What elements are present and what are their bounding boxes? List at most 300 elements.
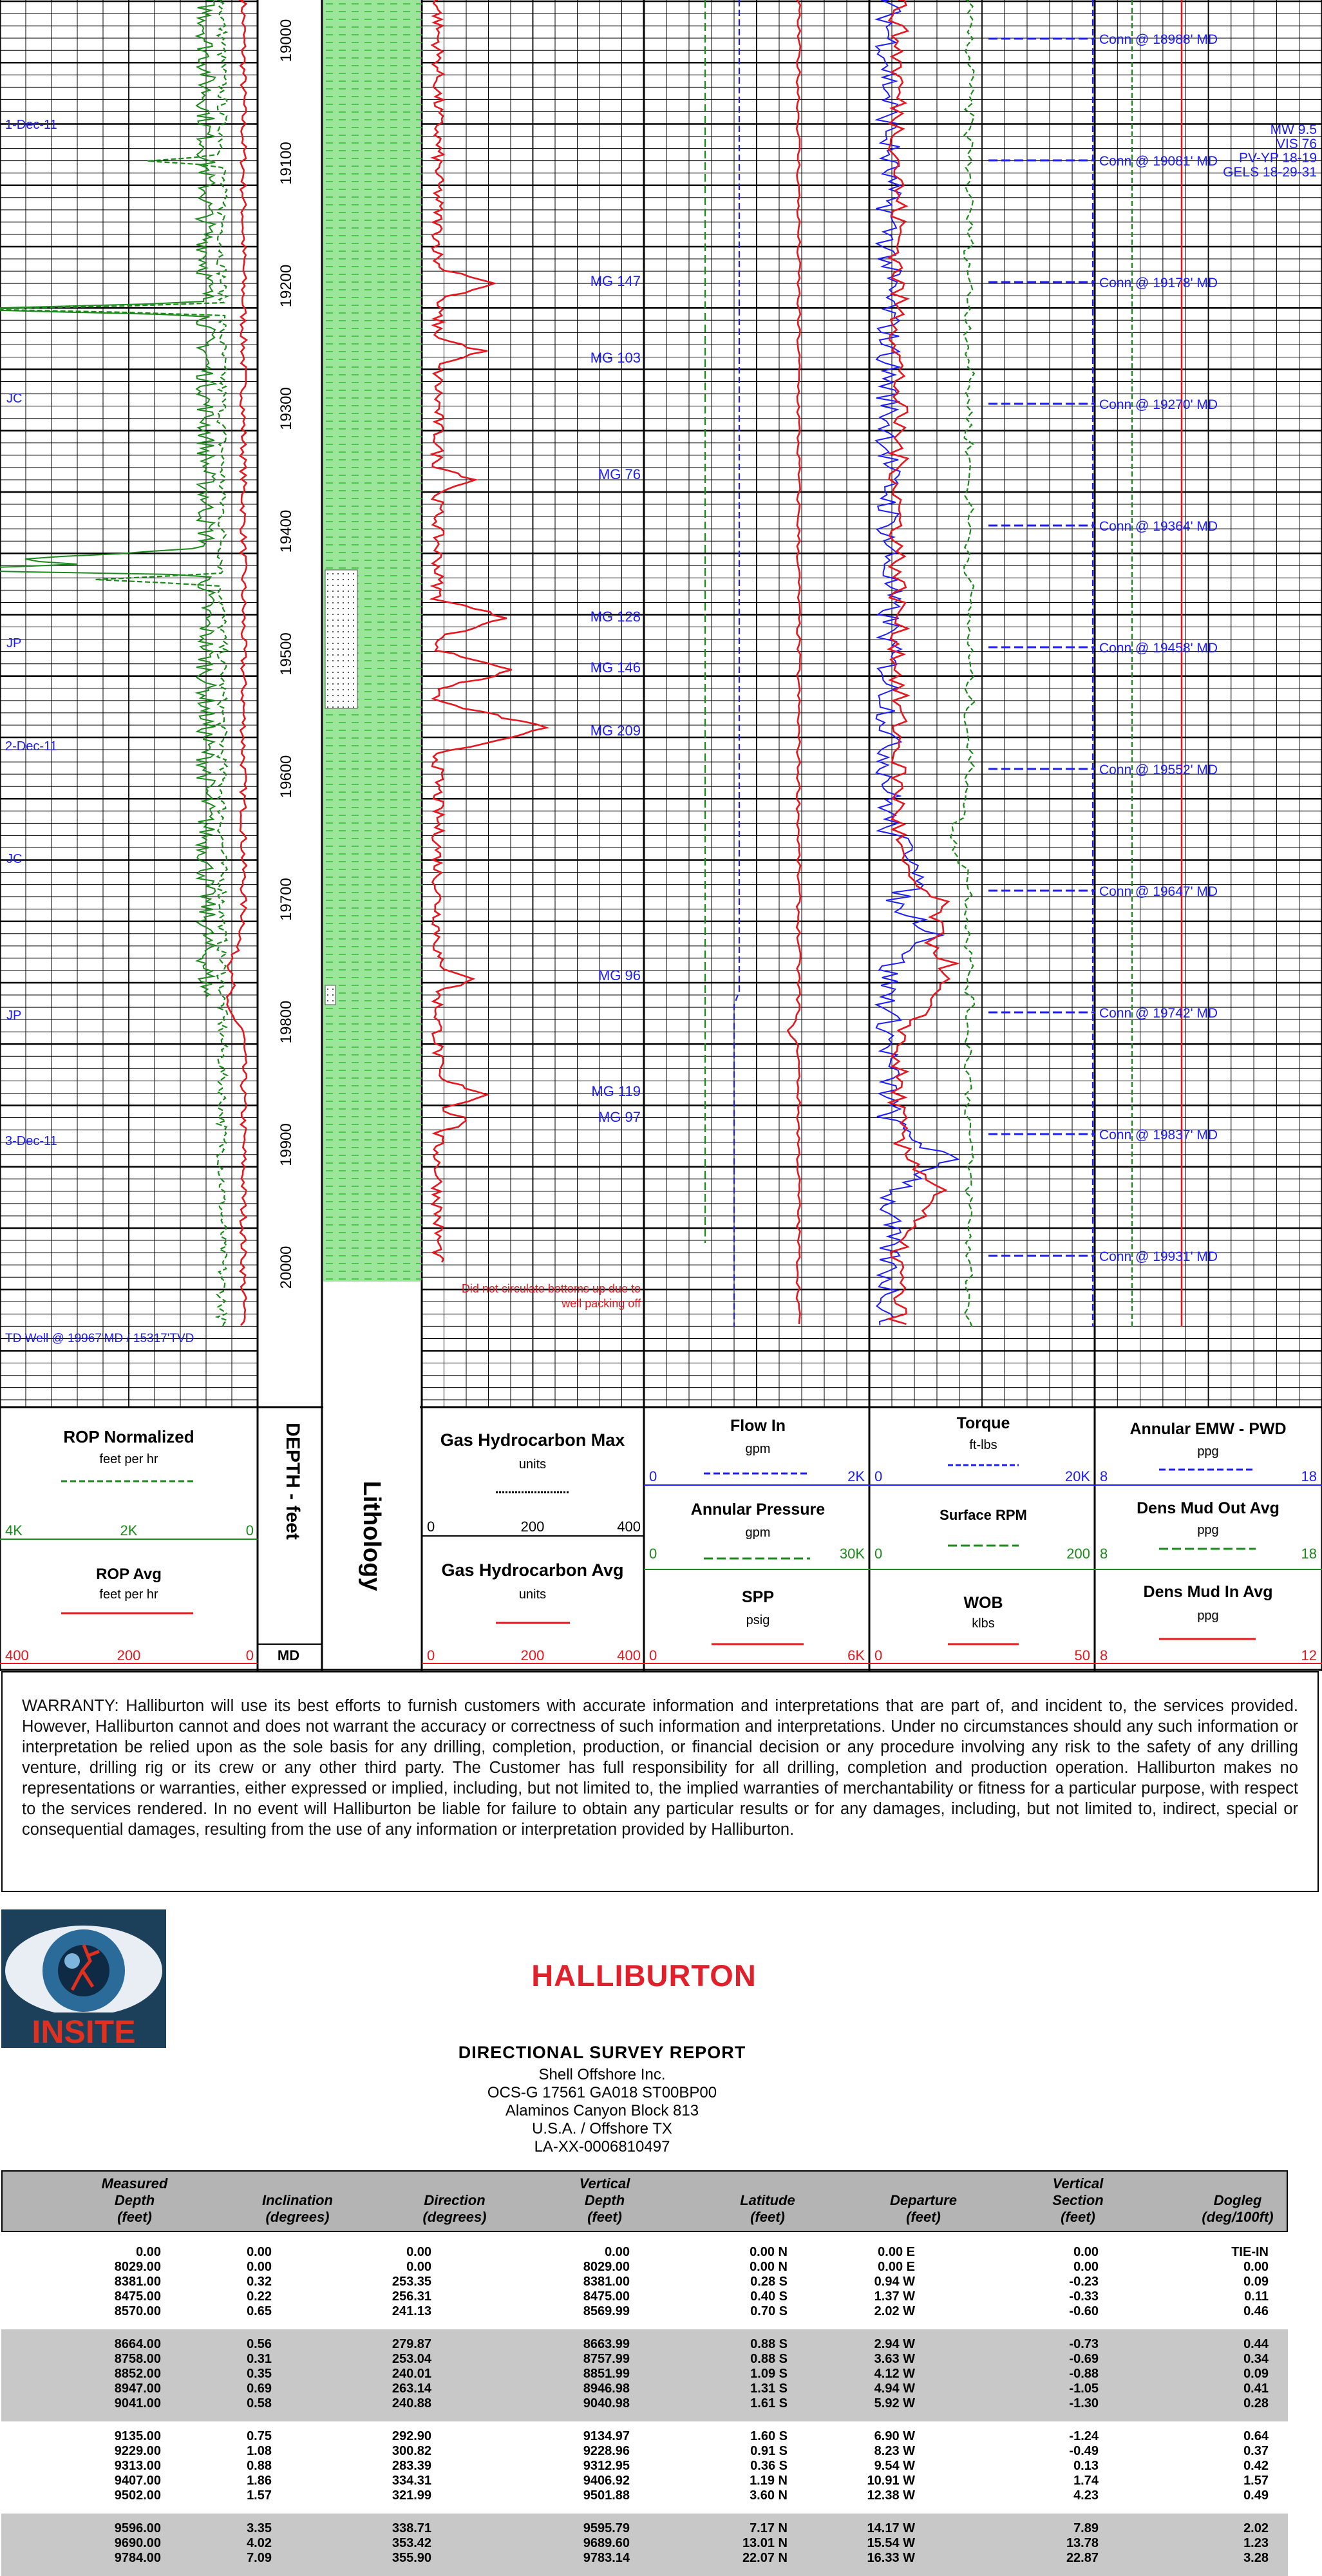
survey-row-group — [1, 2329, 1288, 2421]
sand-dot — [353, 660, 354, 661]
table-cell: 0.13 — [1073, 2459, 1099, 2473]
table-cell: 9690.00 — [114, 2536, 161, 2550]
mud-property: MW 9.5 — [1270, 122, 1317, 137]
table-cell: TIE-IN — [1231, 2245, 1269, 2259]
survey-column-header — [384, 2192, 525, 2226]
sand-dot — [337, 596, 339, 598]
sand-dot — [348, 591, 349, 592]
circulation-note: well packing off — [562, 1297, 641, 1310]
sand-dot — [348, 660, 349, 661]
gas-avg-title: Gas Hydrocarbon Avg — [441, 1560, 624, 1580]
sand-dot — [353, 602, 354, 603]
sand-dot — [327, 643, 328, 644]
sand-dot — [327, 591, 328, 592]
depth-title: DEPTH - feet — [282, 1423, 303, 1540]
sand-dot — [332, 573, 334, 574]
sand-dot — [337, 683, 339, 685]
survey-header-line: Vertical — [1052, 2175, 1104, 2192]
sand-dot — [327, 654, 328, 656]
table-cell: 9135.00 — [114, 2429, 161, 2443]
sand-dot — [337, 666, 339, 667]
table-cell: 13.01 N — [742, 2536, 788, 2550]
torque-title: Torque — [956, 1414, 1010, 1432]
sand-dot — [327, 660, 328, 661]
survey-header-line: (degrees) — [265, 2209, 330, 2225]
sand-dot — [332, 672, 334, 673]
table-cell: 0.69 — [247, 2382, 272, 2396]
connection-label: Conn @ 19837' MD — [1099, 1128, 1218, 1142]
wob-unit: klbs — [972, 1616, 995, 1631]
sand-dot — [327, 649, 328, 650]
sand-dot — [353, 701, 354, 702]
gas-peak-label: MG 96 — [598, 967, 641, 983]
gas-max-scale: 200 — [520, 1519, 545, 1535]
sand-dot — [343, 608, 344, 609]
date-marker: 2-Dec-11 — [5, 739, 57, 753]
table-cell: 334.31 — [392, 2474, 431, 2488]
spp-title: SPP — [741, 1588, 775, 1606]
spp-unit: psig — [746, 1613, 770, 1627]
table-cell: 0.34 — [1243, 2352, 1269, 2366]
rop-avg-unit: feet per hr — [99, 1587, 158, 1602]
depth-ref: MD — [277, 1647, 300, 1663]
connection-label: Conn @ 19742' MD — [1099, 1006, 1218, 1021]
table-cell: 1.37 W — [874, 2289, 915, 2304]
table-cell: 9040.98 — [583, 2396, 630, 2410]
table-cell: 8569.99 — [583, 2304, 630, 2318]
sand-dot — [353, 649, 354, 650]
sand-dot — [327, 683, 328, 685]
sand-interval — [325, 570, 357, 708]
flow-unit: gpm — [745, 1442, 771, 1456]
sand-dot — [343, 625, 344, 627]
sand-dot — [337, 677, 339, 679]
table-cell: 0.00 N — [750, 2245, 788, 2259]
table-cell: 0.28 — [1243, 2396, 1269, 2410]
table-cell: -1.05 — [1069, 2382, 1099, 2396]
table-cell: 22.07 N — [742, 2551, 788, 2565]
survey-header-line: Measured — [101, 2175, 168, 2192]
gas-peak-label: MG 128 — [590, 609, 641, 625]
survey-row-group — [1, 2514, 1288, 2576]
sand-dot — [332, 989, 334, 990]
sand-dot — [332, 625, 334, 627]
table-cell: 0.00 — [1243, 2260, 1269, 2274]
sand-dot — [337, 643, 339, 644]
sand-dot — [327, 579, 328, 580]
sand-dot — [327, 637, 328, 638]
table-cell: 16.33 W — [867, 2551, 915, 2565]
sand-dot — [327, 994, 328, 996]
table-cell: 9134.97 — [583, 2429, 630, 2443]
sand-dot — [332, 677, 334, 679]
sand-dot — [337, 654, 339, 656]
sand-dot — [343, 695, 344, 696]
table-cell: 8758.00 — [114, 2352, 161, 2366]
sand-dot — [353, 666, 354, 667]
table-cell: 8664.00 — [114, 2337, 161, 2351]
date-marker: 3-Dec-11 — [5, 1134, 57, 1148]
sand-dot — [327, 695, 328, 696]
table-cell: 9689.60 — [583, 2536, 630, 2550]
table-row — [1, 2521, 1288, 2536]
depth-label: 19800 — [278, 1000, 295, 1044]
table-cell: 353.42 — [392, 2536, 431, 2550]
table-cell: 0.41 — [1243, 2382, 1269, 2396]
emw-title: Annular EMW - PWD — [1129, 1420, 1287, 1438]
sand-dot — [348, 579, 349, 580]
table-cell: 0.37 — [1243, 2444, 1269, 2458]
table-row — [1, 2444, 1288, 2459]
table-cell: -0.33 — [1069, 2289, 1099, 2304]
survey-column-header — [227, 2192, 368, 2226]
sand-dot — [332, 602, 334, 603]
connection-label: Conn @ 19931' MD — [1099, 1249, 1218, 1264]
sand-dot — [332, 631, 334, 632]
table-cell: 9407.00 — [114, 2474, 161, 2488]
sand-dot — [327, 608, 328, 609]
table-row — [1, 2536, 1288, 2551]
rop-avg-scale: 200 — [117, 1647, 141, 1663]
gas-max-scale: 0 — [427, 1519, 435, 1535]
table-cell: 0.88 S — [750, 2352, 788, 2366]
brand-name: HALLIBURTON — [531, 1958, 757, 1993]
sand-dot — [353, 695, 354, 696]
sand-dot — [343, 631, 344, 632]
table-cell: 253.04 — [392, 2352, 431, 2366]
table-cell: 2.02 — [1243, 2521, 1269, 2535]
table-cell: 0.88 — [247, 2459, 272, 2473]
survey-header-line: Inclination — [262, 2192, 333, 2208]
rpm-title: Surface RPM — [940, 1507, 1027, 1523]
table-cell: 6.90 W — [874, 2429, 915, 2443]
sand-dot — [327, 1000, 328, 1001]
gas-avg-unit: units — [518, 1587, 547, 1602]
sand-dot — [353, 585, 354, 586]
table-cell: 4.94 W — [874, 2382, 915, 2396]
dmo-scale: 18 — [1301, 1546, 1317, 1562]
sand-dot — [353, 579, 354, 580]
wob-scale: 0 — [874, 1647, 883, 1663]
sand-dot — [337, 689, 339, 690]
table-cell: 0.00 — [1073, 2245, 1099, 2259]
survey-header-line: Depth — [584, 2192, 625, 2208]
table-row — [1, 2245, 1288, 2260]
sand-dot — [343, 643, 344, 644]
survey-header-line: (feet) — [1061, 2209, 1095, 2225]
sand-dot — [337, 660, 339, 661]
table-cell: 0.00 — [1073, 2260, 1099, 2274]
depth-label: 19700 — [278, 878, 295, 921]
logo-text: INSITE — [32, 2014, 136, 2048]
sand-dot — [327, 701, 328, 702]
survey-header-line: Latitude — [740, 2192, 795, 2208]
table-cell: 8663.99 — [583, 2337, 630, 2351]
report-block: Alaminos Canyon Block 813 — [505, 2102, 699, 2119]
table-cell: 0.11 — [1244, 2289, 1269, 2304]
sand-dot — [327, 666, 328, 667]
table-cell: 9783.14 — [583, 2551, 630, 2565]
survey-header-line: (feet) — [117, 2209, 152, 2225]
sand-dot — [348, 631, 349, 632]
mud-property: GELS 18-29-31 — [1223, 165, 1317, 180]
table-row — [1, 2289, 1288, 2304]
table-cell: 0.56 — [247, 2337, 272, 2351]
depth-label: 19500 — [278, 632, 295, 676]
flow-scale: 0 — [649, 1468, 657, 1484]
survey-row-group — [1, 2421, 1288, 2514]
sand-dot — [348, 689, 349, 690]
table-cell: 7.89 — [1073, 2521, 1099, 2535]
sand-dot — [332, 608, 334, 609]
lithology-blank — [323, 1282, 420, 1410]
table-cell: 0.88 S — [750, 2337, 788, 2351]
table-cell: 9784.00 — [114, 2551, 161, 2565]
table-cell: 1.60 S — [750, 2429, 788, 2443]
sand-dot — [332, 701, 334, 702]
flow-scale: 2K — [847, 1468, 865, 1484]
rop-norm-scale: 4K — [5, 1522, 23, 1539]
sand-dot — [348, 585, 349, 586]
sand-interval — [325, 985, 335, 1005]
rop-norm-scale: 2K — [120, 1522, 138, 1539]
sand-dot — [337, 625, 339, 627]
rpm-scale: 0 — [874, 1546, 883, 1562]
table-row — [1, 2352, 1288, 2367]
sand-dot — [332, 683, 334, 685]
connection-label: Conn @ 19270' MD — [1099, 397, 1218, 412]
sand-dot — [337, 608, 339, 609]
rop-avg-scale: 400 — [5, 1647, 29, 1663]
survey-column-header — [697, 2192, 838, 2226]
sand-dot — [348, 573, 349, 574]
depth-label: 19200 — [278, 264, 295, 308]
spp-scale: 6K — [847, 1647, 865, 1663]
table-cell: 0.00 — [406, 2245, 431, 2259]
sand-dot — [332, 706, 334, 708]
table-cell: 8381.00 — [583, 2275, 630, 2289]
table-cell: 338.71 — [392, 2521, 431, 2535]
table-cell: 1.08 — [247, 2444, 272, 2458]
survey-column-header — [534, 2175, 675, 2226]
sand-dot — [332, 637, 334, 638]
table-cell: 0.00 — [247, 2260, 272, 2274]
table-cell: -1.30 — [1069, 2396, 1099, 2410]
sand-dot — [343, 677, 344, 679]
table-cell: 0.09 — [1243, 2367, 1269, 2381]
table-cell: 1.74 — [1073, 2474, 1099, 2488]
table-cell: 0.22 — [247, 2289, 272, 2304]
sand-dot — [343, 672, 344, 673]
depth-label: 20000 — [278, 1245, 295, 1289]
sand-dot — [353, 654, 354, 656]
sand-dot — [327, 614, 328, 615]
table-cell: 0.32 — [247, 2275, 272, 2289]
report-title: DIRECTIONAL SURVEY REPORT — [458, 2043, 746, 2062]
table-cell: 13.78 — [1066, 2536, 1099, 2550]
table-cell: 8475.00 — [583, 2289, 630, 2304]
torque-scale: 0 — [874, 1468, 883, 1484]
table-cell: 300.82 — [392, 2444, 431, 2458]
gas-avg-scale: 400 — [617, 1647, 641, 1663]
sand-dot — [332, 614, 334, 615]
sand-dot — [348, 620, 349, 621]
table-cell: 279.87 — [392, 2337, 431, 2351]
sand-dot — [343, 666, 344, 667]
survey-header-line: (feet) — [587, 2209, 622, 2225]
table-cell: 22.87 — [1066, 2551, 1099, 2565]
wob-scale: 50 — [1074, 1647, 1090, 1663]
ann-press-unit: gpm — [745, 1526, 771, 1540]
sand-dot — [343, 585, 344, 586]
sand-dot — [343, 654, 344, 656]
table-cell: 8947.00 — [114, 2382, 161, 2396]
sand-dot — [337, 649, 339, 650]
sand-dot — [332, 994, 334, 996]
report-company: Shell Offshore Inc. — [538, 2066, 666, 2083]
sand-dot — [353, 573, 354, 574]
table-row — [1, 2474, 1288, 2488]
table-cell: 0.65 — [247, 2304, 272, 2318]
survey-row-group — [1, 2232, 1288, 2329]
sand-dot — [327, 672, 328, 673]
table-cell: 1.09 S — [750, 2367, 788, 2381]
table-cell: 240.88 — [392, 2396, 431, 2410]
sand-dot — [348, 643, 349, 644]
sand-dot — [337, 579, 339, 580]
sand-dot — [337, 573, 339, 574]
report-lease: OCS-G 17561 GA018 ST00BP00 — [487, 2084, 717, 2101]
rop-norm-scale: 0 — [245, 1522, 254, 1539]
sand-dot — [343, 660, 344, 661]
table-cell: 0.00 — [406, 2260, 431, 2274]
gas-peak-label: MG 76 — [598, 466, 641, 482]
table-cell: 1.19 N — [750, 2474, 788, 2488]
wob-title: WOB — [963, 1594, 1003, 1612]
depth-label: 19100 — [278, 142, 295, 185]
gas-avg-scale: 200 — [520, 1647, 545, 1663]
survey-header-line: Dogleg — [1213, 2192, 1262, 2208]
table-cell: 9312.95 — [583, 2459, 630, 2473]
depth-label: 19300 — [278, 387, 295, 430]
sand-dot — [337, 631, 339, 632]
sand-dot — [332, 620, 334, 621]
sand-dot — [337, 620, 339, 621]
table-cell: 8475.00 — [114, 2289, 161, 2304]
emw-scale: 18 — [1301, 1468, 1317, 1484]
sand-dot — [337, 695, 339, 696]
table-cell: 3.60 N — [750, 2488, 788, 2503]
sand-dot — [332, 695, 334, 696]
sand-dot — [348, 649, 349, 650]
table-cell: 3.63 W — [874, 2352, 915, 2366]
sand-dot — [353, 677, 354, 679]
table-cell: 8851.99 — [583, 2367, 630, 2381]
table-cell: 240.01 — [392, 2367, 431, 2381]
sand-dot — [353, 608, 354, 609]
table-cell: 1.61 S — [750, 2396, 788, 2410]
sand-dot — [353, 596, 354, 598]
table-cell: 9596.00 — [114, 2521, 161, 2535]
sand-dot — [337, 602, 339, 603]
table-cell: 0.42 — [1243, 2459, 1269, 2473]
survey-column-header — [64, 2175, 205, 2226]
table-cell: 8381.00 — [114, 2275, 161, 2289]
table-cell: 4.12 W — [874, 2367, 915, 2381]
table-row — [1, 2382, 1288, 2396]
table-cell: 355.90 — [392, 2551, 431, 2565]
table-cell: 1.23 — [1243, 2536, 1269, 2550]
table-cell: 321.99 — [392, 2488, 431, 2503]
sand-dot — [327, 596, 328, 598]
table-cell: 0.91 S — [750, 2444, 788, 2458]
ann-press-title: Annular Pressure — [690, 1501, 826, 1519]
table-cell: 263.14 — [392, 2382, 431, 2396]
table-cell: 8757.99 — [583, 2352, 630, 2366]
sand-dot — [343, 620, 344, 621]
survey-header-line: Direction — [424, 2192, 486, 2208]
sand-dot — [337, 672, 339, 673]
sand-dot — [348, 677, 349, 679]
table-cell: 0.40 S — [750, 2289, 788, 2304]
survey-header-line: Depth — [114, 2192, 155, 2208]
survey-header-line: (deg/100ft) — [1202, 2209, 1274, 2225]
sand-dot — [327, 706, 328, 708]
table-row — [1, 2551, 1288, 2566]
dmi-unit: ppg — [1197, 1609, 1219, 1623]
sand-dot — [327, 585, 328, 586]
sand-dot — [327, 989, 328, 990]
gas-peak-label: MG 147 — [590, 273, 641, 289]
sand-dot — [332, 666, 334, 667]
table-cell: 9406.92 — [583, 2474, 630, 2488]
rop-norm-title: ROP Normalized — [63, 1427, 194, 1446]
connection-label: Conn @ 18988' MD — [1099, 32, 1218, 47]
table-cell: 4.02 — [247, 2536, 272, 2550]
sand-dot — [337, 591, 339, 592]
sand-dot — [343, 591, 344, 592]
sand-dot — [343, 701, 344, 702]
lithology-title: Lithology — [358, 1481, 385, 1591]
sand-dot — [343, 579, 344, 580]
sand-dot — [348, 608, 349, 609]
connection-label: Conn @ 19647' MD — [1099, 884, 1218, 899]
sand-dot — [353, 591, 354, 592]
table-cell: 9595.79 — [583, 2521, 630, 2535]
survey-column-header — [1167, 2192, 1308, 2226]
sand-dot — [353, 683, 354, 685]
lithology-track — [323, 0, 423, 1410]
td-note: TD Well @ 19967'MD / 15317'TVD — [5, 1332, 194, 1345]
table-cell: 10.91 W — [867, 2474, 915, 2488]
torque-scale: 20K — [1064, 1468, 1090, 1484]
sand-dot — [348, 637, 349, 638]
sand-dot — [348, 614, 349, 615]
survey-header-line: (feet) — [750, 2209, 785, 2225]
depth-label: 19600 — [278, 755, 295, 799]
table-cell: 0.64 — [1243, 2429, 1269, 2443]
rop-avg-title: ROP Avg — [96, 1566, 162, 1583]
table-row — [1, 2429, 1288, 2444]
connection-label: Conn @ 19178' MD — [1099, 276, 1218, 290]
sand-dot — [332, 660, 334, 661]
table-cell: 0.00 N — [750, 2260, 788, 2274]
sand-dot — [353, 643, 354, 644]
table-cell: 9501.88 — [583, 2488, 630, 2503]
table-cell: 253.35 — [392, 2275, 431, 2289]
sand-dot — [348, 706, 349, 708]
sand-dot — [343, 683, 344, 685]
